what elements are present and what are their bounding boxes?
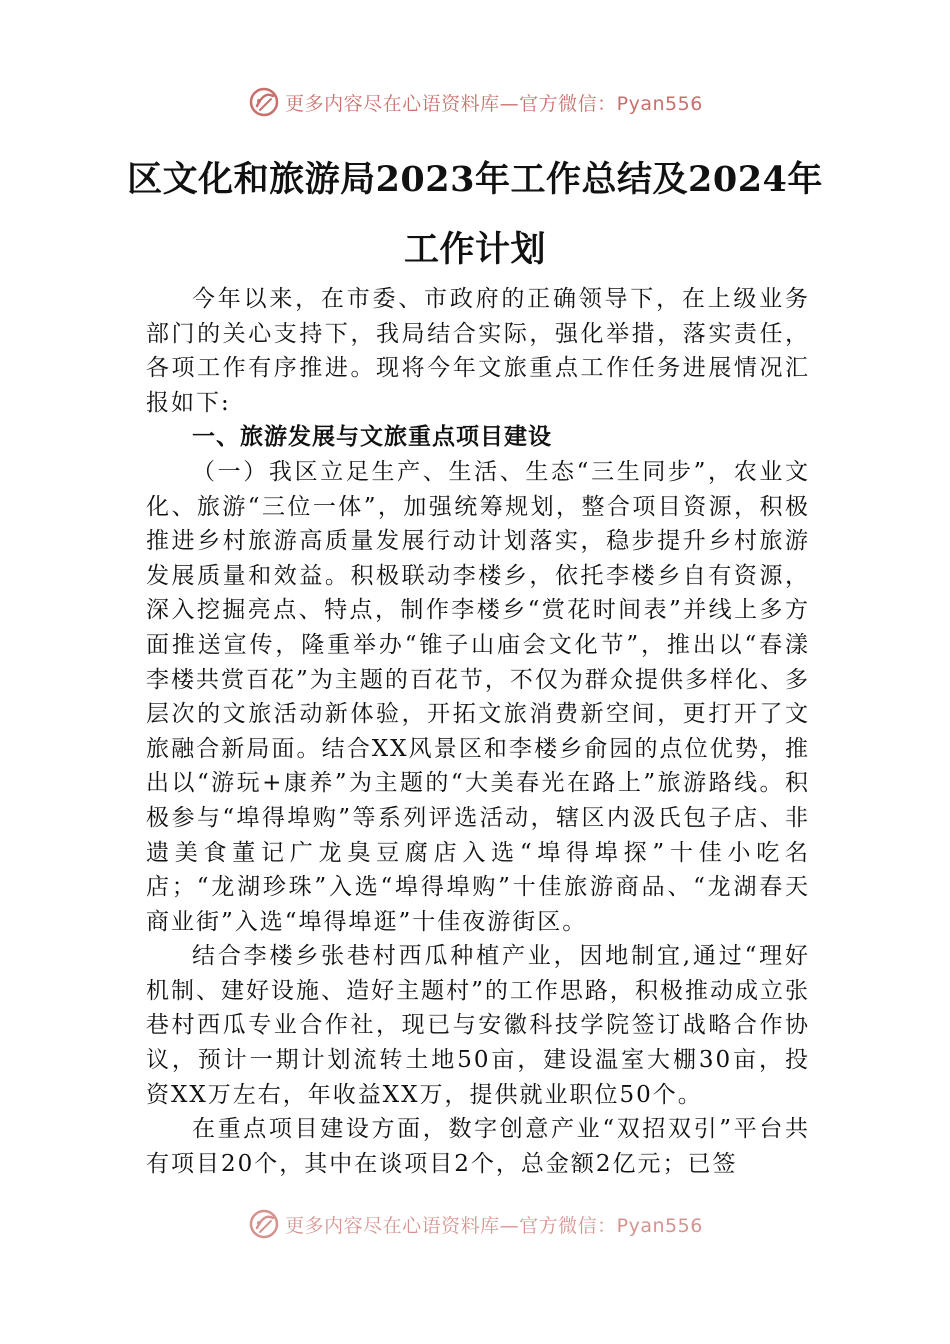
watermark-footer xyxy=(0,1206,950,1242)
watermark-header xyxy=(0,84,950,120)
document-title-line1: 区文化和旅游局2023年工作总结及2024年 xyxy=(127,159,823,200)
watermark-logo-icon xyxy=(247,1207,281,1241)
watermark-text: 更多内容尽在心语资料库—官方微信：Pyan556 xyxy=(285,1214,703,1237)
intro-paragraph: 今年以来，在市委、市政府的正确领导下，在上级业务部门的关心支持下，我局结合实际，强化举措，落实责任，各项工作有序推进。现将今年文旅重点工作任务进展情况汇报如下: xyxy=(146,286,810,416)
document-body xyxy=(146,282,810,1181)
watermark-logo-icon xyxy=(247,85,281,119)
paragraph-2: 结合李楼乡张巷村西瓜种植产业，因地制宜,通过“理好机制、建好设施、造好主题村”的工作思路，积极推动成立张巷村西瓜专业合作社，现已与安徽科技学院签订战略合作协议，预计一期计划流转土地50亩，建设温室大棚30亩，投资XX万左右，年收益XX万，提供就业职位50个。 xyxy=(146,943,810,1108)
section-heading-1: 一、旅游发展与文旅重点项目建设 xyxy=(192,424,552,451)
paragraph-3: 在重点项目建设方面，数字创意产业“双招双引”平台共有项目20个，其中在谈项目2个，总金额2亿元；已签 xyxy=(146,1116,810,1177)
paragraph-1: （一）我区立足生产、生活、生态“三生同步”，农业文化、旅游“三位一体”，加强统筹规划，整合项目资源，积极推进乡村旅游高质量发展行动计划落实，稳步提升乡村旅游发展质量和效益。积极联动李楼乡，依托李楼乡自有资源，深入挖掘亮点、特点，制作李楼乡“赏花时间表”并线上多方面推送宣传，隆重举办“锥子山庙会文化节”，推出以“春漾李楼共赏百花”为主题的百花节，不仅为群众提供多样化、多层次的文旅活动新体验，开拓文旅消费新空间，更打开了文旅融合新局面。结合XX风景区和李楼乡俞园的点位优势，推出以“游玩+康养”为主题的“大美春光在路上”旅游路线。积极参与“埠得埠购”等系列评选活动，辖区内汲氏包子店、非遗美食董记广龙臭豆腐店入选“埠得埠探”十佳小吃名店；“龙湖珍珠”入选“埠得埠购”十佳旅游商品、“龙湖春天商业街”入选“埠得埠逛”十佳夜游街区。 xyxy=(146,458,810,935)
document-title-line2: 工作计划 xyxy=(403,229,546,270)
watermark-text: 更多内容尽在心语资料库—官方微信：Pyan556 xyxy=(285,92,703,115)
